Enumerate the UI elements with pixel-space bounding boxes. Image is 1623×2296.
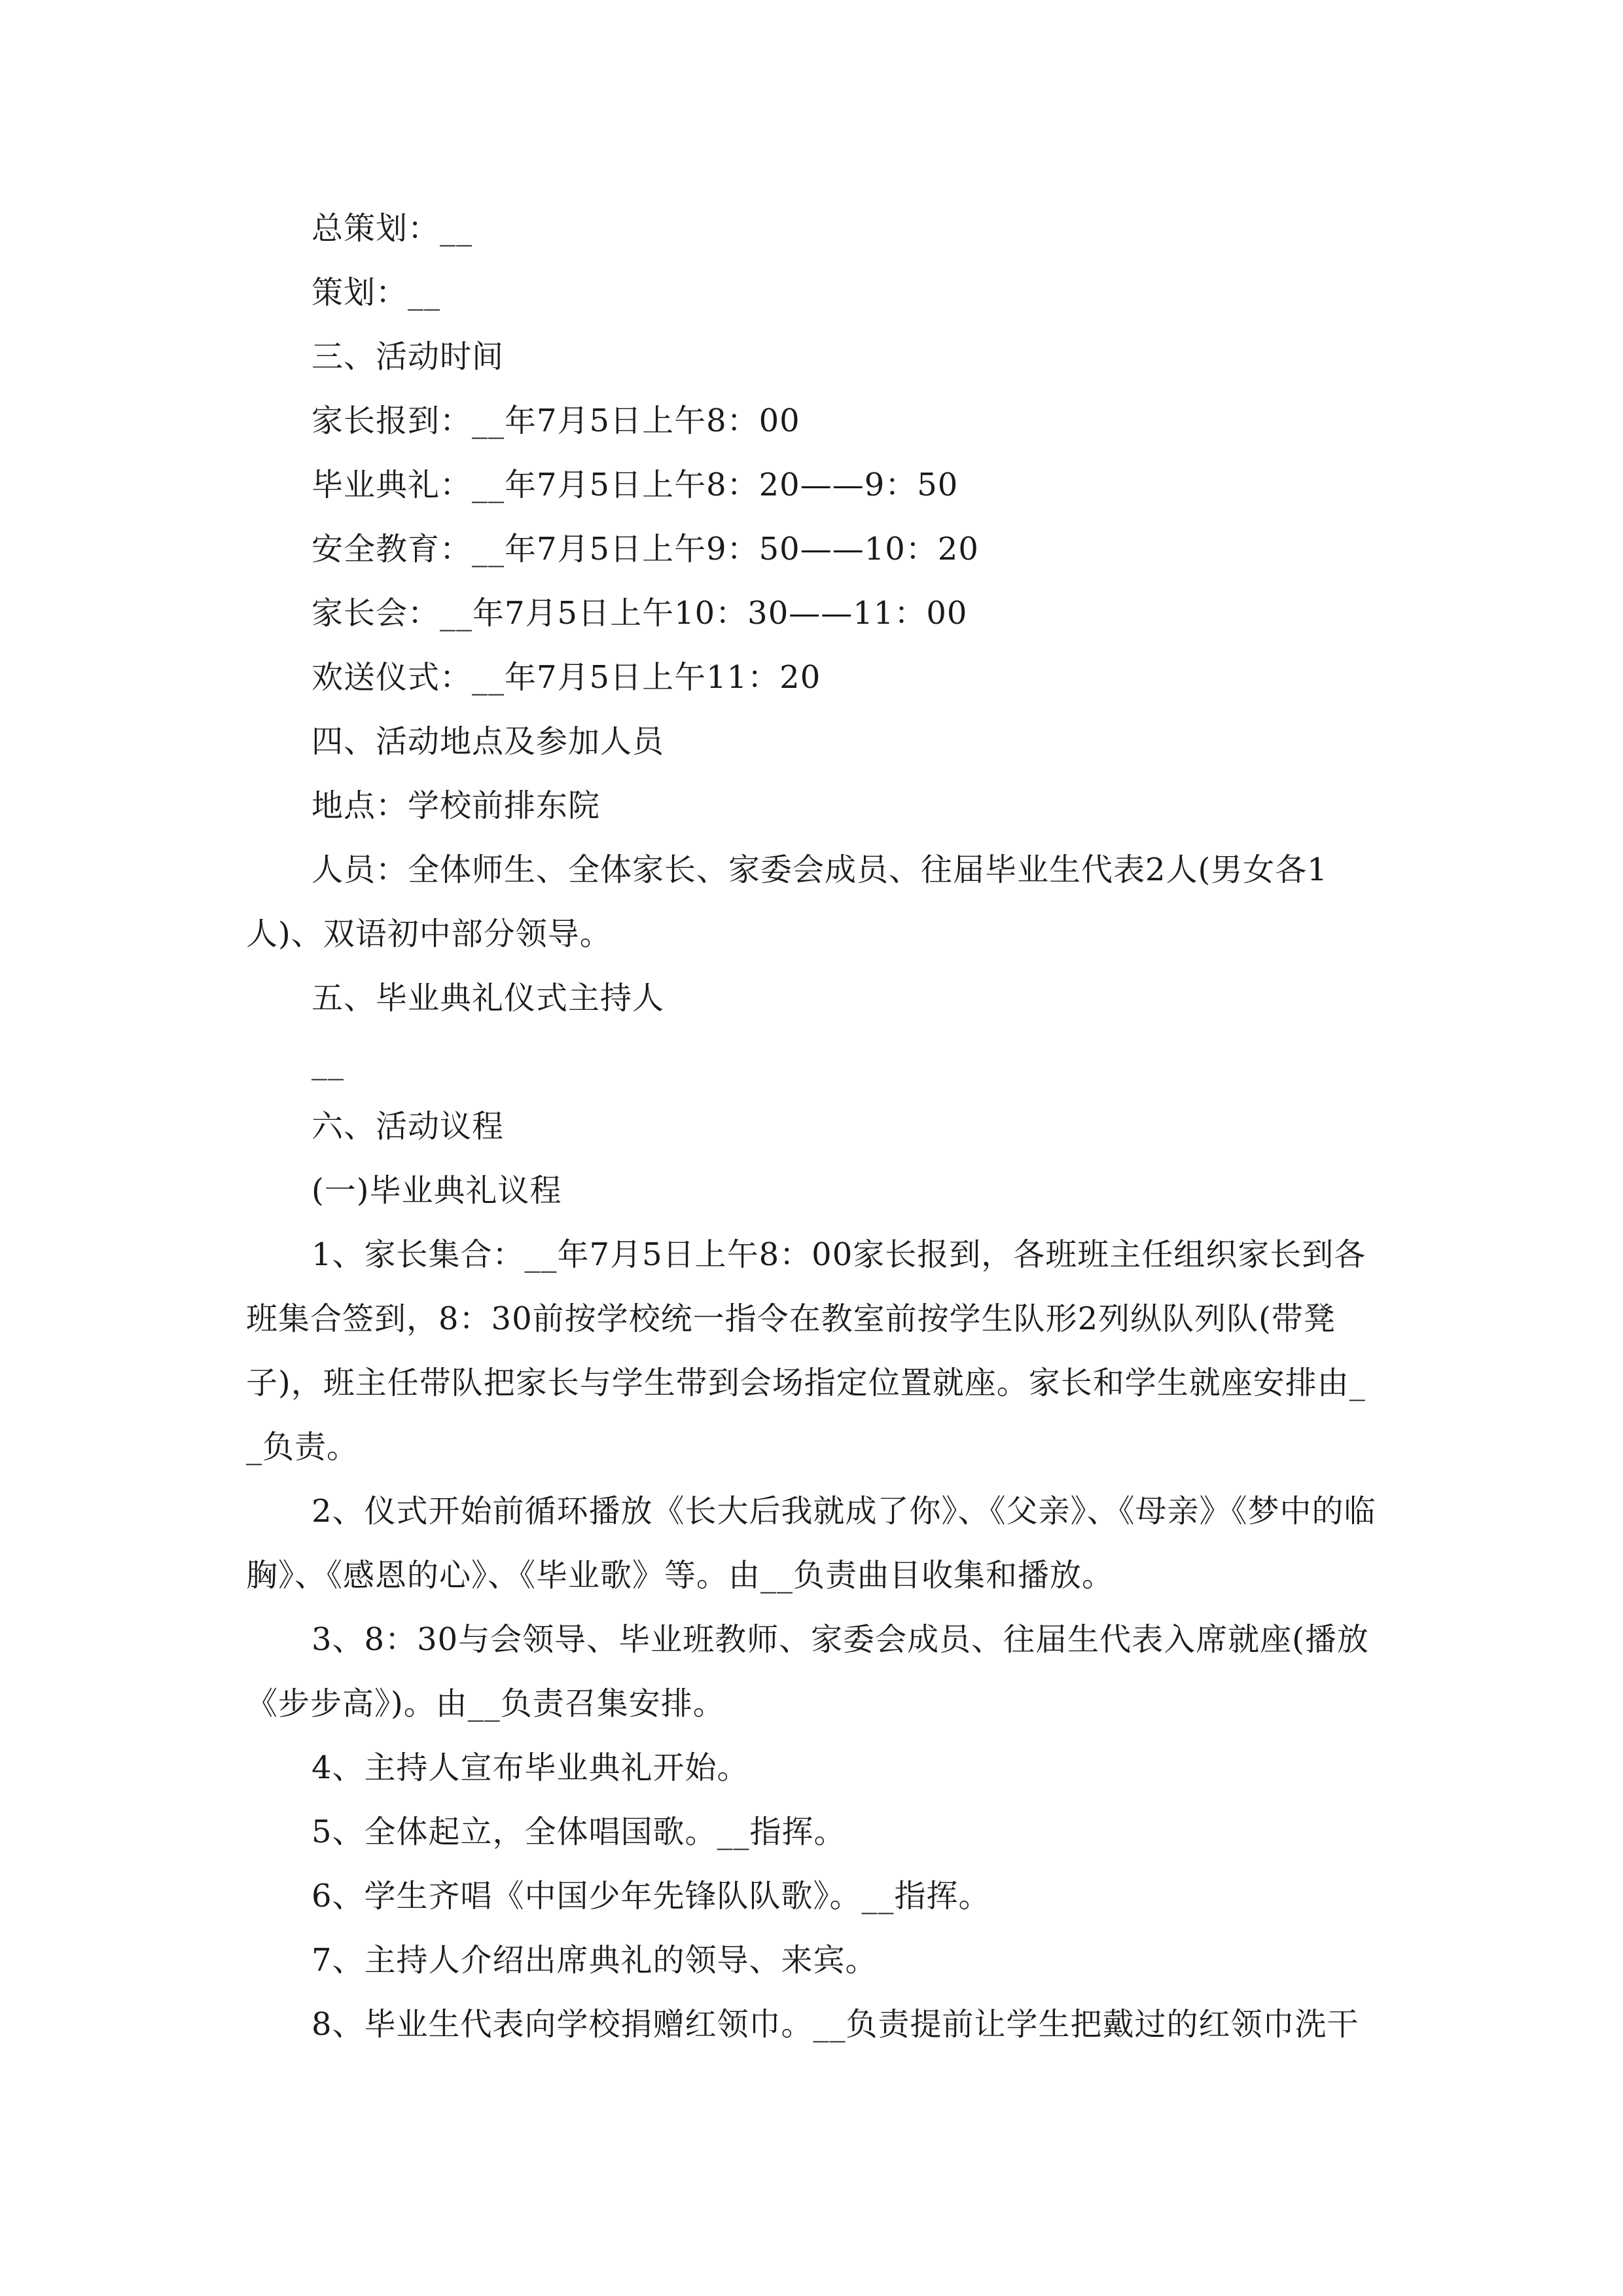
schedule-safety-education: 安全教育：__年7月5日上午9：50——10：20: [312, 531, 979, 567]
schedule-parent-meeting: 家长会：__年7月5日上午10：30——11：00: [312, 595, 968, 632]
agenda-item-3: 3、8：30与会领导、毕业班教师、家委会成员、往届生代表入席就座(播放《步步高》)。由__负责召集安排。: [246, 1621, 1369, 1722]
schedule-graduation-ceremony: 毕业典礼：__年7月5日上午8：20——9：50: [312, 467, 959, 503]
general-planner-line: 总策划：__: [312, 210, 473, 247]
location-line: 地点：学校前排东院: [312, 787, 601, 824]
document-body: [246, 196, 1378, 2056]
section-heading-time: 三、活动时间: [312, 338, 505, 375]
agenda-item-7: 7、主持人介绍出席典礼的领导、来宾。: [312, 1942, 878, 1979]
schedule-parent-arrival: 家长报到：__年7月5日上午8：00: [312, 403, 800, 439]
participants-paragraph: 人员：全体师生、全体家长、家委会成员、往届毕业生代表2人(男女各1人)、双语初中部分领导。: [246, 852, 1328, 952]
agenda-item-6: 6、学生齐唱《中国少年先锋队队歌》。__指挥。: [312, 1878, 991, 1914]
agenda-item-8: 8、毕业生代表向学校捐赠红领巾。__负责提前让学生把戴过的红领巾洗干: [312, 2006, 1359, 2043]
section-heading-location: 四、活动地点及参加人员: [312, 723, 665, 760]
subsection-heading-ceremony-agenda: (一)毕业典礼议程: [312, 1172, 562, 1209]
agenda-item-5: 5、全体起立，全体唱国歌。__指挥。: [312, 1814, 846, 1850]
planner-line: 策划：__: [312, 274, 441, 311]
agenda-item-1: 1、家长集合：__年7月5日上午8：00家长报到，各班班主任组织家长到各班集合签到，8：30前按学校统一指令在教室前按学生队形2列纵队列队(带凳子)，班主任带队把家长与学生带到会场指定位置就座。家长和学生就座安排由__负责。: [246, 1236, 1366, 1465]
section-heading-host: 五、毕业典礼仪式主持人: [312, 980, 665, 1016]
agenda-item-4: 4、主持人宣布毕业典礼开始。: [312, 1749, 749, 1786]
host-blank-line: __: [312, 1044, 344, 1081]
schedule-farewell: 欢送仪式：__年7月5日上午11：20: [312, 659, 821, 696]
agenda-item-2: 2、仪式开始前循环播放《长大后我就成了你》、《父亲》、《母亲》《梦中的临胸》、《感恩的心》、《毕业歌》等。由__负责曲目收集和播放。: [246, 1493, 1376, 1594]
section-heading-agenda: 六、活动议程: [312, 1108, 505, 1145]
